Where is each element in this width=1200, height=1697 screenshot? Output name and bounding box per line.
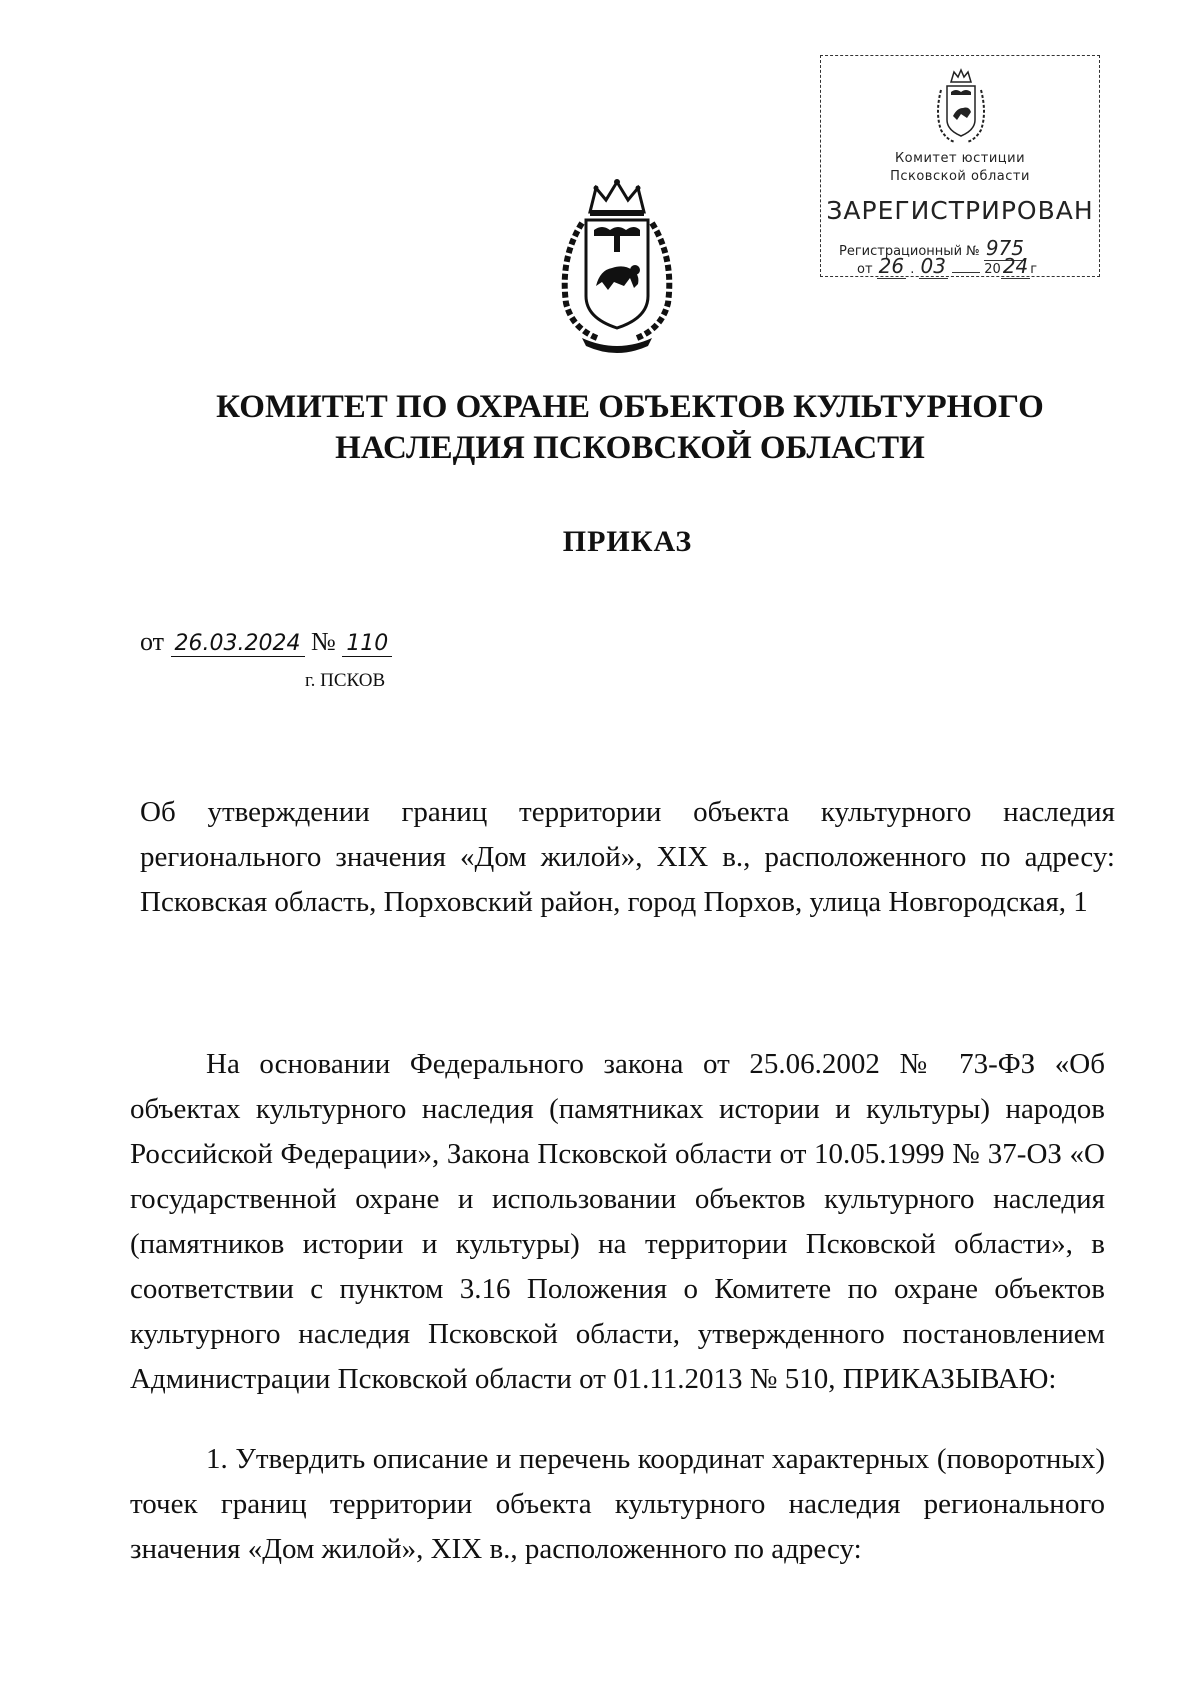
- order-number-value: 110: [342, 631, 392, 657]
- stamp-date-year-value: 24: [1002, 254, 1029, 278]
- order-date-value: 26.03.2024: [171, 631, 305, 657]
- organization-title-line1: КОМИТЕТ ПО ОХРАНЕ ОБЪЕКТОВ КУЛЬТУРНОГО: [216, 389, 1044, 425]
- stamp-date: от 26 . 03 20 24 г: [857, 254, 1038, 278]
- order-date-number: [140, 627, 392, 657]
- stamp-authority-line1: Комитет юстиции: [894, 151, 1026, 166]
- order-number-prefix: №: [311, 627, 336, 656]
- stamp-date-prefix: от: [857, 262, 873, 277]
- document-type-heading: ПРИКАЗ: [562, 525, 693, 558]
- order-subject: Об утверждении границ территории объекта культурного наследия регионального значения «Дом жилой», XIX в., расположенного по адресу: Псковская область, Порховский район, город Порхов, улица Новгородская, 1: [140, 796, 1115, 918]
- stamp-date-day: 26: [878, 254, 905, 278]
- stamp-date-year-prefix: 20: [984, 262, 1001, 277]
- body-paragraph: На основании Федерального закона от 25.06.2002 № 73-ФЗ «Об объектах культурного наследия (памятниках истории и культуры) народов Российской Федерации», Закона Псковской области от 10.05.1999 № 37-ОЗ «О государственной охране и использовании объектов культурного наследия (памятников истории и культуры) на территории Псковской области», в соответствии с пунктом 3.16 Положения о Комитете по охране объектов культурного наследия Псковской области, утвержденного постановлением Администрации Псковской области от 01.11.2013 № 510, ПРИКАЗЫВАЮ:: [130, 1048, 1105, 1395]
- organization-title-line2: НАСЛЕДИЯ ПСКОВСКОЙ ОБЛАСТИ: [335, 430, 925, 466]
- body-paragraph: 1. Утвердить описание и перечень координат характерных (поворотных) точек границ территории объекта культурного наследия регионального значения «Дом жилой», XIX в., расположенного по адресу:: [130, 1443, 1105, 1565]
- registration-stamp: [820, 55, 1100, 277]
- stamp-reg-number-value: 975: [985, 236, 1024, 260]
- order-city: г. ПСКОВ: [305, 670, 386, 691]
- order-date-prefix: от: [140, 627, 165, 656]
- stamp-registered-label: ЗАРЕГИСТРИРОВАН: [826, 196, 1094, 225]
- coat-of-arms-emblem: [552, 178, 682, 356]
- stamp-reg-number-label: Регистрационный №: [839, 244, 980, 259]
- stamp-date-month: 03: [920, 254, 946, 278]
- stamp-authority-line2: Псковской области: [890, 169, 1030, 184]
- stamp-date-suffix: г: [1030, 262, 1038, 277]
- organization-title: [140, 387, 1120, 469]
- stamp-emblem-icon: [931, 68, 991, 148]
